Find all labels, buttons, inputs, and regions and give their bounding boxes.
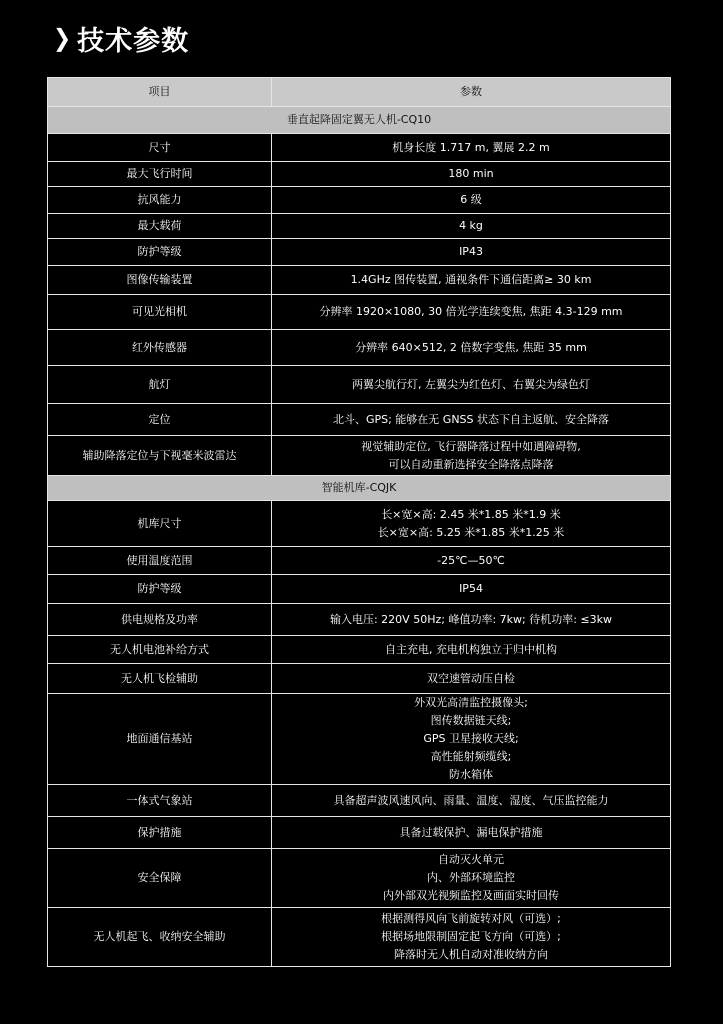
value-line: 具备过载保护、漏电保护措施 xyxy=(399,825,543,839)
row-value xyxy=(272,330,671,366)
value-line: IP54 xyxy=(459,582,483,595)
value-line: 长×宽×高: 2.45 米*1.85 米*1.9 米 xyxy=(381,507,561,521)
value-line: 降落时无人机自动对准收纳方向 xyxy=(394,948,548,961)
table-row xyxy=(48,604,671,636)
row-item-label: 航灯 xyxy=(48,366,272,404)
value-line: 根据测得风向飞前旋转对风（可选）; xyxy=(381,912,561,925)
row-value xyxy=(272,908,671,967)
value-line: 机身长度 1.717 m, 翼展 2.2 m xyxy=(392,140,550,154)
value-line: GPS 卫星接收天线; xyxy=(423,732,519,745)
row-value xyxy=(272,636,671,664)
row-item-label: 尺寸 xyxy=(48,134,272,162)
row-item-label: 保护措施 xyxy=(48,817,272,849)
value-line: 4 kg xyxy=(459,219,483,232)
row-value xyxy=(272,817,671,849)
table-row xyxy=(48,214,671,239)
header-item: 项目 xyxy=(48,78,272,107)
value-line: 分辨率 640×512, 2 倍数字变焦, 焦距 35 mm xyxy=(355,340,587,354)
row-item-label: 无人机电池补给方式 xyxy=(48,636,272,664)
row-value xyxy=(272,134,671,162)
value-line: 6 级 xyxy=(460,193,482,206)
row-item-label: 一体式气象站 xyxy=(48,785,272,817)
table-row xyxy=(48,330,671,366)
section-header-row xyxy=(48,107,671,134)
page-title xyxy=(52,20,189,56)
row-value xyxy=(272,604,671,636)
row-value xyxy=(272,849,671,908)
row-item-label: 红外传感器 xyxy=(48,330,272,366)
value-line: 180 min xyxy=(448,167,494,180)
table-row xyxy=(48,295,671,330)
value-line: 两翼尖航行灯, 左翼尖为红色灯、右翼尖为绿色灯 xyxy=(352,377,590,391)
table-row xyxy=(48,908,671,967)
section-title: 垂直起降固定翼无人机-CQ10 xyxy=(48,107,671,134)
row-value xyxy=(272,266,671,295)
table-row xyxy=(48,501,671,547)
table-row xyxy=(48,547,671,575)
value-line: 根据场地限制固定起飞方向（可选）; xyxy=(381,930,561,943)
value-line: 输入电压: 220V 50Hz; 峰值功率: 7kw; 待机功率: ≤3kw xyxy=(329,612,613,626)
value-line: 内、外部环境监控 xyxy=(427,871,515,884)
row-item-label: 防护等级 xyxy=(48,575,272,604)
table-row xyxy=(48,266,671,295)
value-line: 双空速管动压自检 xyxy=(427,671,515,685)
row-item-label: 安全保障 xyxy=(48,849,272,908)
value-line: 1.4GHz 图传装置, 通视条件下通信距离≥ 30 km xyxy=(350,273,592,286)
row-value xyxy=(272,547,671,575)
header-param: 参数 xyxy=(272,78,671,107)
row-item-label: 供电规格及功率 xyxy=(48,604,272,636)
value-line: 具备超声波风速风向、雨量、温度、湿度、气压监控能力 xyxy=(333,793,609,807)
row-item-label: 防护等级 xyxy=(48,239,272,266)
table-row xyxy=(48,134,671,162)
row-item-label: 地面通信基站 xyxy=(48,694,272,785)
section-header-row xyxy=(48,476,671,501)
table-header-row xyxy=(48,78,671,107)
table-row xyxy=(48,636,671,664)
table-row xyxy=(48,575,671,604)
table-row xyxy=(48,436,671,476)
row-item-label: 机库尺寸 xyxy=(48,501,272,547)
table-row xyxy=(48,187,671,214)
row-item-label: 辅助降落定位与下视毫米波雷达 xyxy=(48,436,272,476)
value-line: 可以自动重新选择安全降落点降落 xyxy=(388,457,554,471)
value-line: 外双光高清监控摄像头; xyxy=(414,696,528,709)
row-item-label: 无人机起飞、收纳安全辅助 xyxy=(48,908,272,967)
value-line: 长×宽×高: 5.25 米*1.85 米*1.25 米 xyxy=(377,525,565,539)
value-line: 高性能射频缆线; xyxy=(430,750,512,763)
row-value xyxy=(272,187,671,214)
page-title-text: 技术参数 xyxy=(77,25,190,57)
row-value xyxy=(272,366,671,404)
row-value xyxy=(272,501,671,547)
value-line: 自动灭火单元 xyxy=(438,853,504,866)
spec-table xyxy=(47,77,671,967)
row-item-label: 定位 xyxy=(48,404,272,436)
row-item-label: 最大载荷 xyxy=(48,214,272,239)
value-line: 视觉辅助定位, 飞行器降落过程中如遇障碍物, xyxy=(361,439,581,453)
table-body xyxy=(48,107,671,967)
row-value xyxy=(272,436,671,476)
row-value xyxy=(272,785,671,817)
row-item-label: 可见光相机 xyxy=(48,295,272,330)
row-value xyxy=(272,295,671,330)
table-row xyxy=(48,817,671,849)
row-value xyxy=(272,575,671,604)
value-line: 防水箱体 xyxy=(449,768,493,781)
row-value xyxy=(272,239,671,266)
row-item-label: 抗风能力 xyxy=(48,187,272,214)
value-line: 自主充电, 充电机构独立于归中机构 xyxy=(385,642,557,656)
table-row xyxy=(48,694,671,785)
row-item-label: 最大飞行时间 xyxy=(48,162,272,187)
value-line: 分辨率 1920×1080, 30 倍光学连续变焦, 焦距 4.3-129 mm xyxy=(319,305,623,318)
value-line: 北斗、GPS; 能够在无 GNSS 状态下自主返航、安全降落 xyxy=(332,412,610,426)
row-value xyxy=(272,694,671,785)
chevron-right-icon: ❯ xyxy=(53,24,73,52)
value-line: IP43 xyxy=(459,245,483,258)
section-title: 智能机库-CQJK xyxy=(48,476,671,501)
value-line: 图传数据链天线; xyxy=(430,714,512,727)
table-row xyxy=(48,366,671,404)
row-value xyxy=(272,214,671,239)
value-line: -25℃—50℃ xyxy=(437,553,505,567)
value-line: 内外部双光视频监控及画面实时回传 xyxy=(383,889,559,902)
row-value xyxy=(272,664,671,694)
table-row xyxy=(48,664,671,694)
row-value xyxy=(272,404,671,436)
table-row xyxy=(48,404,671,436)
row-item-label: 图像传输装置 xyxy=(48,266,272,295)
table-row xyxy=(48,162,671,187)
table-row xyxy=(48,239,671,266)
row-item-label: 无人机飞检辅助 xyxy=(48,664,272,694)
row-value xyxy=(272,162,671,187)
table-row xyxy=(48,849,671,908)
table-row xyxy=(48,785,671,817)
row-item-label: 使用温度范围 xyxy=(48,547,272,575)
